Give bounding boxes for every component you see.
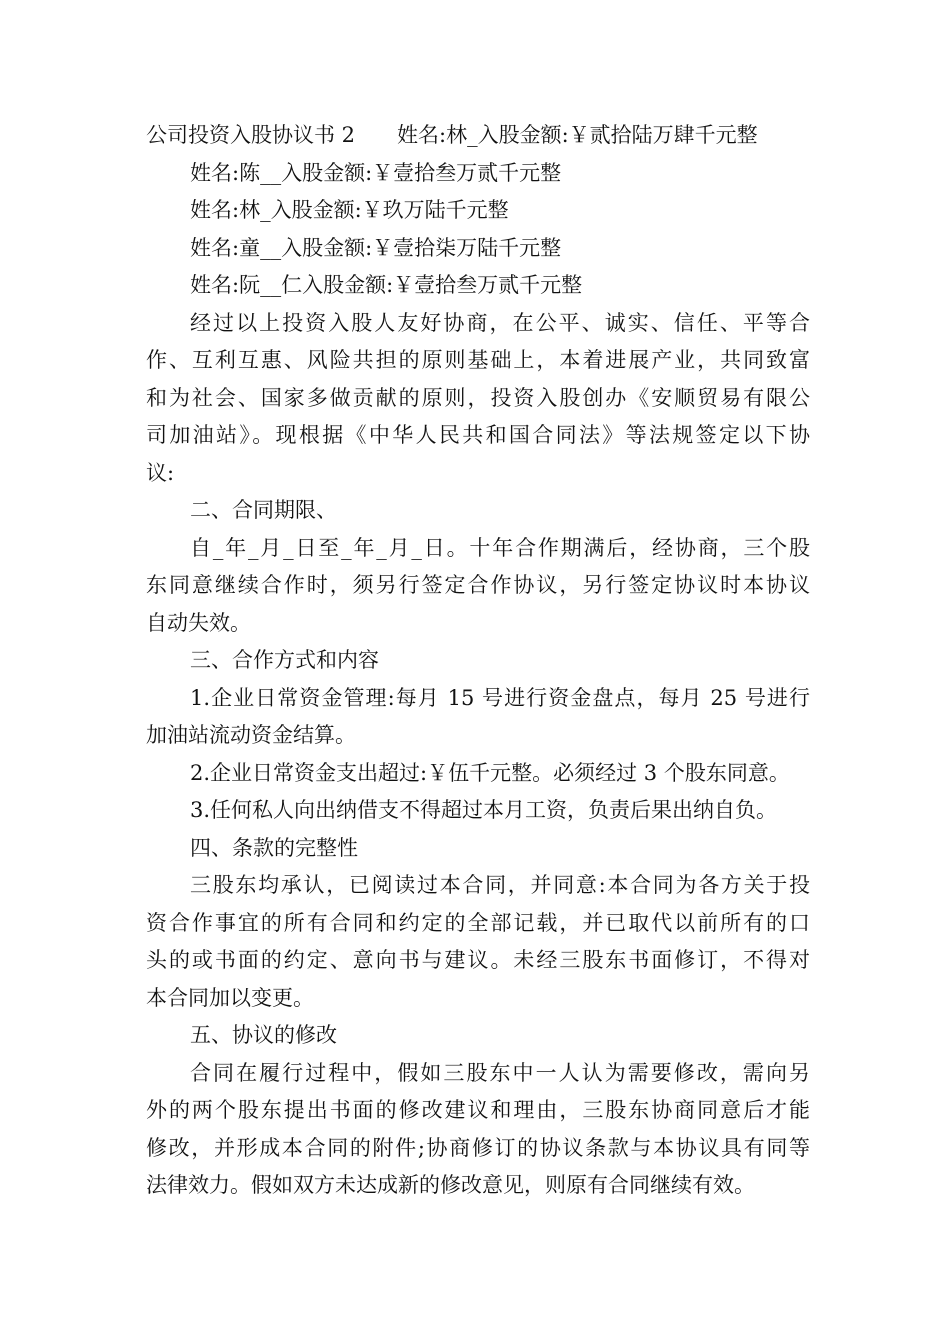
paragraph-line: 外的两个股东提出书面的修改建议和理由，三股东协商同意后才能: [146, 1098, 810, 1122]
shareholder-line: 姓名:林_入股金额:￥玖万陆千元整: [190, 198, 509, 222]
paragraph-line: 司加油站》。现根据《中华人民共和国合同法》等法规签定以下协: [146, 423, 810, 447]
section-heading: 四、条款的完整性: [190, 835, 358, 860]
paragraph-line: 本合同加以变更。: [146, 985, 314, 1010]
paragraph-line: 经过以上投资入股人友好协商，在公平、诚实、信任、平等合: [190, 310, 810, 335]
paragraph-line: 议:: [146, 460, 175, 485]
paragraph-line: 东同意继续合作时，须另行签定合作协议，另行签定协议时本协议: [146, 573, 810, 597]
paragraph-line: 法律效力。假如双方未达成新的修改意见，则原有合同继续有效。: [146, 1173, 755, 1197]
paragraph-line: 作、互利互惠、风险共担的原则基础上，本着进展产业，共同致富: [146, 348, 810, 372]
paragraph-line: 自_年_月_日至_年_月_日。十年合作期满后，经协商，三个股: [190, 535, 810, 560]
shareholder-line: 姓名:阮__仁入股金额:￥壹拾叁万贰千元整: [190, 273, 583, 297]
paragraph-line: 2.企业日常资金支出超过:￥伍千元整。必须经过 3 个股东同意。: [190, 760, 790, 785]
paragraph-line: 合同在履行过程中，假如三股东中一人认为需要修改，需向另: [190, 1060, 810, 1085]
paragraph-line: 和为社会、国家多做贡献的原则，投资入股创办《安顺贸易有限公: [146, 385, 810, 410]
document-body: [146, 117, 810, 1205]
shareholder-line: 姓名:童__入股金额:￥壹拾柒万陆千元整: [190, 235, 562, 260]
paragraph-line: 资合作事宜的所有合同和约定的全部记载，并已取代以前所有的口: [146, 910, 810, 935]
paragraph-line: 修改，并形成本合同的附件;协商修订的协议条款与本协议具有同等: [146, 1135, 810, 1160]
shareholder-line: 姓名:陈__入股金额:￥壹拾叁万贰千元整: [190, 160, 562, 185]
paragraph-line: 三股东均承认，已阅读过本合同，并同意:本合同为各方关于投: [190, 873, 810, 897]
paragraph-line: 加油站流动资金结算。: [146, 723, 356, 747]
section-heading: 三、合作方式和内容: [190, 648, 379, 672]
section-heading: 五、协议的修改: [190, 1023, 337, 1047]
paragraph-line: 头的或书面的约定、意向书与建议。未经三股东书面修订，不得对: [146, 948, 810, 972]
paragraph-line: 1.企业日常资金管理:每月 15 号进行资金盘点，每月 25 号进行: [190, 685, 810, 710]
paragraph-line: 3.任何私人向出纳借支不得超过本月工资，负责后果出纳自负。: [190, 798, 778, 822]
document-title-line: 公司投资入股协议书 2 姓名:林_入股金额:￥贰拾陆万肆千元整: [146, 123, 758, 147]
section-heading: 二、合同期限、: [190, 498, 337, 522]
paragraph-line: 自动失效。: [146, 610, 251, 635]
